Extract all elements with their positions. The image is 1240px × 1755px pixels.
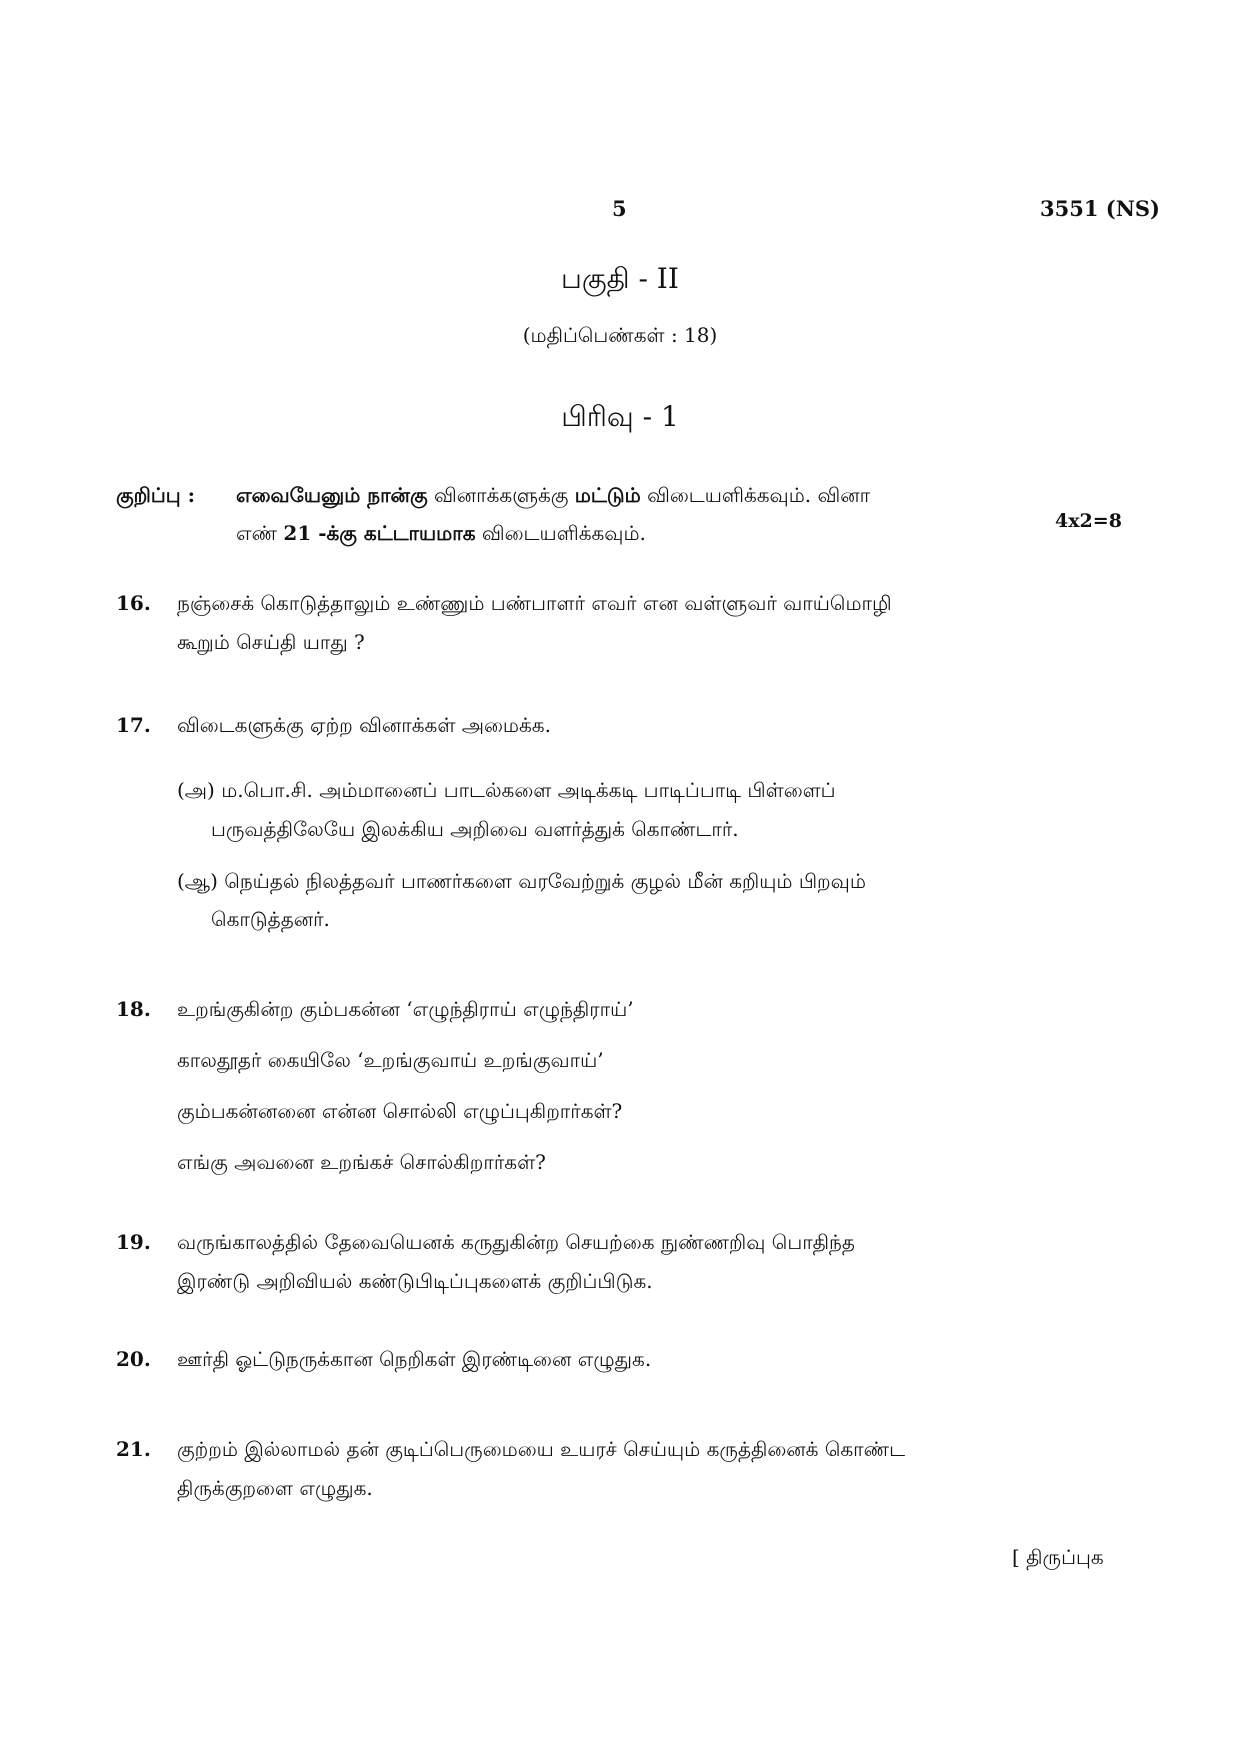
note-text: விடையளிக்கவும். [475,521,646,545]
sub-question-text: பருவத்திலேயே இலக்கிய அறிவை வளர்த்துக் கொண்டார். [211,817,739,841]
question-number: 18. [116,997,151,1021]
note-text: எண் [236,521,284,545]
part-marks: (மதிப்பெண்கள் : 18) [522,323,718,347]
question-text: கூறும் செய்தி யாது ? [177,630,365,654]
section-title: பிரிவு - 1 [561,400,679,433]
question-text: வருங்காலத்தில் தேவையெனக் கருதுகின்ற செயற்கை நுண்ணறிவு பொதிந்த [177,1230,855,1254]
question-text: கும்பகன்னனை என்ன சொல்லி எழுப்புகிறார்கள்? [177,1099,623,1123]
note-emphasis: 21 -க்கு கட்டாயமாக [283,521,476,545]
question-number: 17. [116,713,151,737]
note-emphasis: எவையேனும் நான்கு [236,483,428,507]
sub-question: (ஆ) நெய்தல் நிலத்தவர் பாணர்களை வரவேற்றுக் குழல் மீன் கறியும் பிறவும் [177,869,866,893]
note-emphasis: மட்டும் [574,483,641,507]
question-text: ஊர்தி ஓட்டுநருக்கான நெறிகள் இரண்டினை எழுதுக. [177,1347,652,1371]
turn-over-note: [ திருப்புக [1012,1545,1104,1569]
question-text: எங்கு அவனை உறங்கச் சொல்கிறார்கள்? [177,1150,546,1174]
note-text: விடையளிக்கவும். வினா [640,483,871,507]
paper-code: 3551 (NS) [1040,196,1160,221]
question-text: உறங்குகின்ற கும்பகன்ன ‘எழுந்திராய் எழுந்திராய்’ [177,997,634,1021]
note-line-2 [236,521,646,548]
question-text: திருக்குறளை எழுதுக. [177,1476,373,1500]
note-text: வினாக்களுக்கு [427,483,575,507]
question-text: நஞ்சைக் கொடுத்தாலும் உண்ணும் பண்பாளர் எவர் என வள்ளுவர் வாய்மொழி [177,591,892,615]
page-number: 5 [612,196,627,221]
question-number: 20. [116,1347,151,1371]
question-number: 16. [116,591,151,615]
question-text: காலதூதர் கையிலே ‘உறங்குவாய் உறங்குவாய்’ [177,1048,604,1072]
question-text: குற்றம் இல்லாமல் தன் குடிப்பெருமையை உயரச் செய்யும் கருத்தினைக் கொண்ட [177,1437,905,1461]
sub-question-text: கொடுத்தனர். [211,907,330,931]
part-title: பகுதி - II [561,262,679,295]
question-number: 21. [116,1437,151,1461]
sub-question: (அ) ம.பொ.சி. அம்மானைப் பாடல்களை அடிக்கடி பாடிப்பாடி பிள்ளைப் [177,778,836,802]
note-label: குறிப்பு : [116,483,195,507]
note-line-1 [236,483,870,510]
score-allocation: 4x2=8 [1055,510,1122,532]
question-text: இரண்டு அறிவியல் கண்டுபிடிப்புகளைக் குறிப்பிடுக. [177,1269,653,1293]
question-number: 19. [116,1230,151,1254]
question-text: விடைகளுக்கு ஏற்ற வினாக்கள் அமைக்க. [177,713,551,737]
